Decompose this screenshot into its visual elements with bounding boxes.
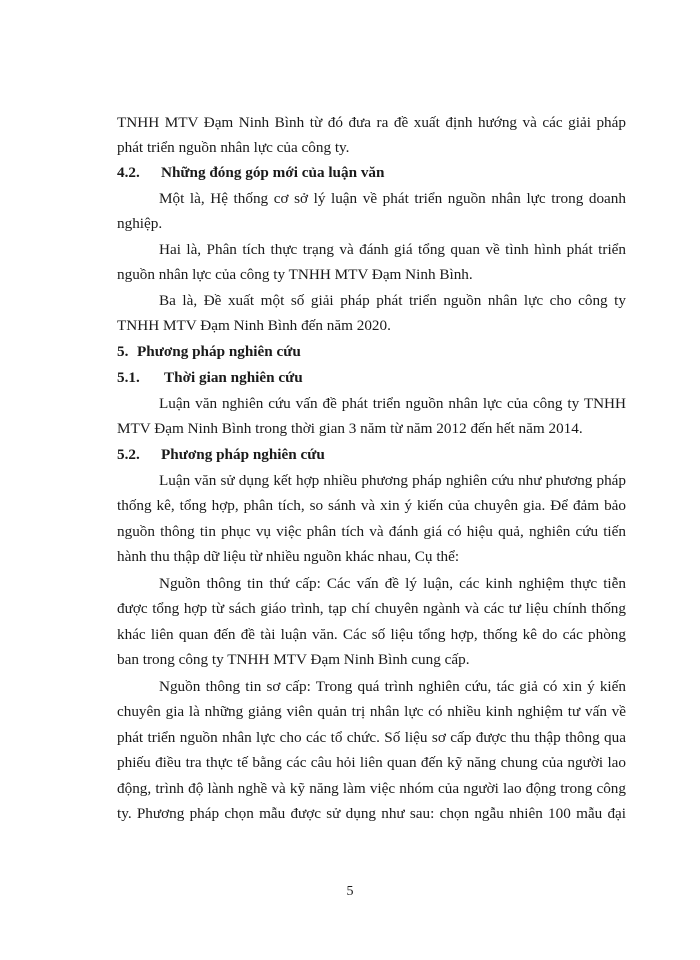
- paragraph-line: Nguồn thông tin sơ cấp: Trong quá trình nghiên cứu, tác giả có xin ý kiến: [159, 678, 626, 695]
- page-number: 5: [346, 884, 354, 899]
- section-title-5: Phương pháp nghiên cứu: [137, 343, 301, 360]
- paragraph-line: thống kê, tổng hợp, phân tích, so sánh và xin ý kiến của chuyên gia. Để đảm bảo: [117, 497, 626, 514]
- paragraph-line: nguồn thông tin phục vụ việc phân tích và đánh giá có hiệu quả, nghiên cứu tiến: [117, 523, 626, 540]
- paragraph-line: Luận văn sử dụng kết hợp nhiều phương pháp nghiên cứu như phương pháp: [159, 472, 626, 489]
- paragraph-line: Luận văn nghiên cứu vấn đề phát triển nguồn nhân lực của công ty TNHH: [159, 395, 626, 412]
- intro-line: TNHH MTV Đạm Ninh Bình từ đó đưa ra đề xuất định hướng và các giải pháp: [117, 114, 626, 131]
- paragraph-line: TNHH MTV Đạm Ninh Bình đến năm 2020.: [117, 317, 391, 334]
- paragraph-line: hành thu thập dữ liệu từ nhiều nguồn khác nhau, Cụ thể:: [117, 548, 460, 565]
- paragraph-line: Nguồn thông tin thứ cấp: Các vấn đề lý luận, các kinh nghiệm thực tiễn: [159, 575, 626, 592]
- paragraph-line: Ba là, Đề xuất một số giải pháp phát triển nguồn nhân lực cho công ty: [159, 292, 626, 309]
- paragraph-line: Một là, Hệ thống cơ sở lý luận về phát triển nguồn nhân lực trong doanh: [159, 190, 626, 207]
- paragraph-line: nghiệp.: [117, 215, 163, 232]
- paragraph-line: nguồn nhân lực của công ty TNHH MTV Đạm Ninh Bình.: [117, 266, 473, 283]
- section-number-4-2: 4.2.: [117, 164, 140, 181]
- paragraph-line: ban trong công ty TNHH MTV Đạm Ninh Bình cung cấp.: [117, 651, 470, 668]
- paragraph-line: Hai là, Phân tích thực trạng và đánh giá tổng quan về tình hình phát triển: [159, 241, 626, 258]
- section-title-5-2: Phương pháp nghiên cứu: [161, 446, 325, 463]
- section-number-5-2: 5.2.: [117, 446, 140, 463]
- paragraph-line: động, trình độ lành nghề và kỹ năng làm việc nhóm của người lao động trong công: [117, 780, 626, 797]
- paragraph-line: được tổng hợp từ sách giáo trình, tạp chí chuyên ngành và các tư liệu chính thống: [117, 600, 626, 617]
- section-number-5-1: 5.1.: [117, 369, 140, 386]
- paragraph-line: phiếu điều tra thực tế bằng các câu hỏi liên quan đến kỹ năng chung của người lao: [117, 754, 626, 771]
- intro-line: phát triển nguồn nhân lực của công ty.: [117, 139, 350, 156]
- paragraph-line: phát triển nguồn nhân lực cho các tổ chức. Số liệu sơ cấp được thu thập thông qua: [117, 729, 626, 746]
- section-number-5: 5.: [117, 343, 129, 360]
- section-title-5-1: Thời gian nghiên cứu: [164, 369, 303, 386]
- paragraph-line: ty. Phương pháp chọn mẫu được sử dụng như sau: chọn ngẫu nhiên 100 mẫu đại: [117, 805, 626, 822]
- paragraph-line: khác liên quan đến đề tài luận văn. Các số liệu tổng hợp, thống kê do các phòng: [117, 626, 626, 643]
- paragraph-line: chuyên gia là những giảng viên quản trị nhân lực có nhiều kinh nghiệm tư vấn về: [117, 703, 626, 720]
- paragraph-line: MTV Đạm Ninh Bình trong thời gian 3 năm từ năm 2012 đến hết năm 2014.: [117, 420, 583, 437]
- section-title-4-2: Những đóng góp mới của luận văn: [161, 164, 385, 181]
